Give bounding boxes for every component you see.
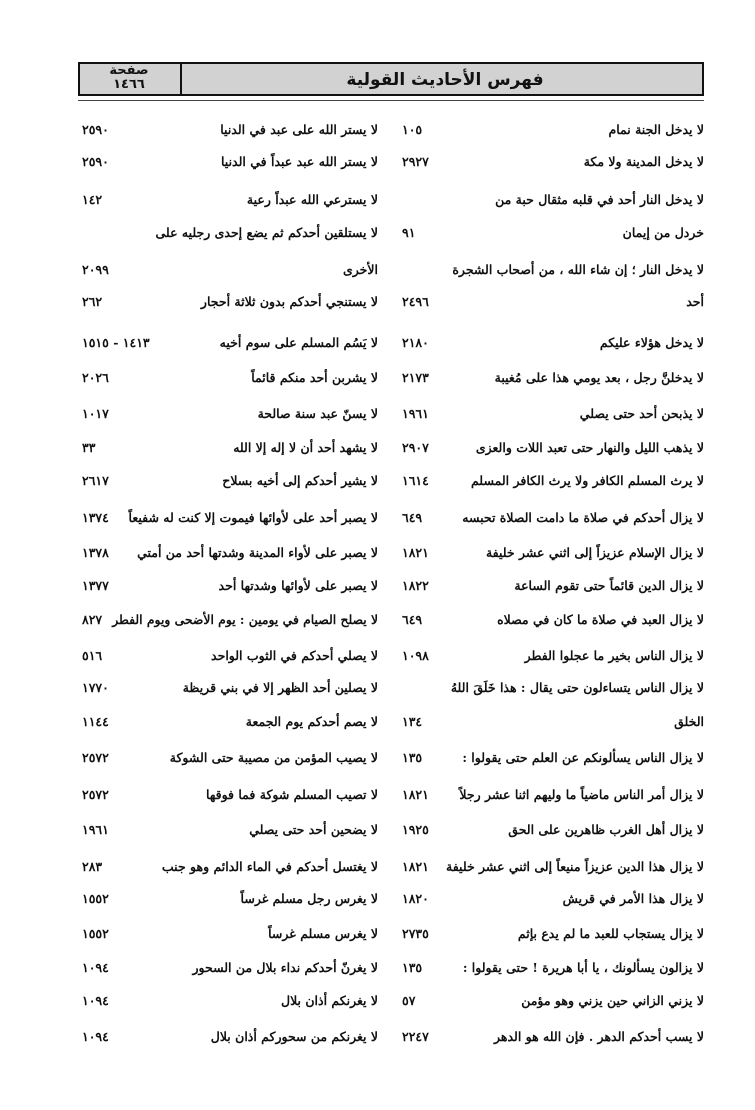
- index-entry: [402, 469, 704, 493]
- entry-page-ref: ٢٠٩٩: [82, 262, 109, 277]
- index-entry: [78, 783, 378, 807]
- entry-text: لا يغرنكم من سحوركم أذان بلال: [210, 1029, 378, 1044]
- entry-page-ref: ١٠١٧: [82, 406, 109, 421]
- entry-page-ref: ٥٧: [402, 993, 416, 1008]
- entry-page-ref: ١٣٧٧: [82, 578, 109, 593]
- entry-text: لا يزال هذا الأمر في قريش: [562, 891, 704, 906]
- entry-text: لا يصلين أحد الظهر إلا في بني قريظة: [182, 680, 378, 695]
- right-column: [402, 0, 704, 1110]
- index-entry: [402, 746, 704, 770]
- index-entry: [78, 290, 378, 314]
- entry-page-ref: ٥١٦: [82, 648, 103, 663]
- entry-text: لا يزال الناس يسألونكم عن العلم حتى يقولوا :: [462, 750, 704, 765]
- entry-text: الأخرى: [342, 262, 378, 277]
- entry-text: الخلق: [674, 714, 704, 729]
- index-entry: [402, 956, 704, 980]
- entry-page-ref: ١٠٩٤: [82, 960, 109, 975]
- index-entry: [402, 188, 704, 212]
- entry-text: لا يستلقين أحدكم ثم يضع إحدى رجليه على: [155, 225, 378, 240]
- entry-page-ref: ١٥٥٢: [82, 926, 109, 941]
- entry-text: لا يغتسل أحدكم في الماء الدائم وهو جنب: [161, 859, 378, 874]
- entry-text: لا يصم أحدكم يوم الجمعة: [245, 714, 378, 729]
- entry-page-ref: ١٣٤: [402, 714, 423, 729]
- index-entry: [78, 855, 378, 879]
- index-entry: [78, 818, 378, 842]
- entry-page-ref: ١٨٢١: [402, 787, 429, 802]
- page-number: ١٤٦٦: [113, 77, 145, 92]
- entry-page-ref: ١٩٢٥: [402, 822, 429, 837]
- entry-text: خردل من إيمان: [622, 225, 704, 240]
- entry-page-ref: ١١٤٤: [82, 714, 109, 729]
- entry-text: لا يدخل الجنة نمام: [608, 122, 704, 137]
- entry-text: لا يغرس مسلم غرساً: [268, 926, 378, 941]
- entry-page-ref: ١٤١٣ - ١٥١٥: [82, 335, 150, 350]
- entry-text: لا يزال الإسلام عزيزاً إلى اثني عشر خليفة: [485, 545, 704, 560]
- index-entry: [402, 258, 704, 282]
- index-entry: [78, 710, 378, 734]
- entry-page-ref: ١٦١٤: [402, 473, 429, 488]
- entry-text: لا يشير أحدكم إلى أخيه بسلاح: [222, 473, 378, 488]
- entry-text: لا يدخل النار ؛ إن شاء الله ، من أصحاب الشجرة: [452, 262, 704, 277]
- index-entry: [402, 1025, 704, 1049]
- index-entry: [78, 541, 378, 565]
- entry-page-ref: ٢٧٣٥: [402, 926, 429, 941]
- entry-page-ref: ١٠٩٨: [402, 648, 429, 663]
- entry-text: لا يستنجي أحدكم بدون ثلاثة أحجار: [200, 294, 378, 309]
- index-entry: [402, 887, 704, 911]
- index-entry: [78, 574, 378, 598]
- page-label: صفحة: [109, 63, 149, 78]
- entry-page-ref: ٢٦٢: [82, 294, 103, 309]
- index-entry: [402, 783, 704, 807]
- index-entry: [402, 922, 704, 946]
- index-entry: [402, 366, 704, 390]
- entry-text: لا يَسُم المسلم على سوم أخيه: [219, 335, 378, 350]
- index-entry: [402, 331, 704, 355]
- entry-page-ref: ٢٩٠٧: [402, 440, 429, 455]
- entry-page-ref: ٢٥٧٢: [82, 787, 109, 802]
- entry-page-ref: ٨٢٧: [82, 612, 103, 627]
- index-entry: [78, 746, 378, 770]
- index-entry: [402, 855, 704, 879]
- index-entry: [78, 469, 378, 493]
- entry-text: لا يزال الناس يتساءلون حتى يقال : هذا خَلَقَ اللهُ: [450, 680, 704, 695]
- entry-text: لا يذبحن أحد حتى يصلي: [579, 406, 704, 421]
- entry-text: أحد: [686, 294, 704, 309]
- index-entry: [78, 436, 378, 460]
- entry-text: لا يستر الله على عبد في الدنيا: [220, 122, 378, 137]
- entry-page-ref: ١٩٦١: [82, 822, 109, 837]
- index-entry: [402, 221, 704, 245]
- entry-text: لا يدخلنَّ رجل ، بعد يومي هذا على مُغيبة: [494, 370, 704, 385]
- entry-page-ref: ١٣٥: [402, 750, 423, 765]
- entry-page-ref: ١٣٧٤: [82, 510, 109, 525]
- entry-page-ref: ٢٢٤٧: [402, 1029, 429, 1044]
- index-entry: [78, 956, 378, 980]
- entry-text: لا يزال العبد في صلاة ما كان في مصلاه: [497, 612, 704, 627]
- entry-text: لا يزال أحدكم في صلاة ما دامت الصلاة تحبسه: [462, 510, 704, 525]
- entry-page-ref: ٢١٨٠: [402, 335, 429, 350]
- entry-page-ref: ١٣٧٨: [82, 545, 109, 560]
- index-entry: [402, 290, 704, 314]
- entry-text: لا يزال أهل الغرب ظاهرين على الحق: [508, 822, 704, 837]
- entry-text: لا يصيب المؤمن من مصيبة حتى الشوكة: [169, 750, 378, 765]
- entry-text: لا يزال أمر الناس ماضياً ما وليهم اثنا عشر رجلاً: [459, 787, 704, 802]
- entry-text: لا يغرنّ أحدكم نداء بلال من السحور: [192, 960, 378, 975]
- index-entry: [78, 989, 378, 1013]
- entry-text: لا يرث المسلم الكافر ولا يرث الكافر المسلم: [470, 473, 704, 488]
- entry-text: لا يصبر على لأوائها وشدتها أحد: [218, 578, 378, 593]
- entry-text: لا يصلي أحدكم في الثوب الواحد: [211, 648, 378, 663]
- entry-page-ref: ٢٦١٧: [82, 473, 109, 488]
- entry-text: لا يغرس رجل مسلم غرساً: [240, 891, 378, 906]
- index-entry: [78, 221, 378, 245]
- entry-page-ref: ٩١: [402, 225, 416, 240]
- entry-text: لا يزال الناس بخير ما عجلوا الفطر: [524, 648, 704, 663]
- index-entry: [402, 574, 704, 598]
- entry-page-ref: ١٠٩٤: [82, 993, 109, 1008]
- entry-page-ref: ٢٨٣: [82, 859, 103, 874]
- index-entry: [78, 922, 378, 946]
- entry-page-ref: ٣٣: [82, 440, 96, 455]
- entry-page-ref: ١٤٢: [82, 192, 103, 207]
- entry-text: لا يزني الزاني حين يزني وهو مؤمن: [521, 993, 704, 1008]
- entry-page-ref: ١٥٥٢: [82, 891, 109, 906]
- index-entry: [402, 541, 704, 565]
- entry-text: لا يشربن أحد منكم قائماً: [251, 370, 378, 385]
- entry-page-ref: ١٨٢١: [402, 545, 429, 560]
- index-entry: [402, 818, 704, 842]
- entry-text: لا يزالون يسألونك ، يا أبا هريرة ! حتى يقولوا :: [462, 960, 704, 975]
- entry-page-ref: ٢٠٢٦: [82, 370, 109, 385]
- index-entry: [402, 608, 704, 632]
- entry-page-ref: ١٠٥: [402, 122, 423, 137]
- entry-page-ref: ٦٤٩: [402, 612, 423, 627]
- entry-text: لا يزال يستجاب للعبد ما لم يدع بإثم: [517, 926, 704, 941]
- index-entry: [78, 644, 378, 668]
- index-entry: [78, 676, 378, 700]
- page-title: فهرس الأحاديث القولية: [346, 70, 544, 90]
- index-entry: [78, 331, 378, 355]
- entry-text: لا يضحين أحد حتى يصلي: [249, 822, 378, 837]
- index-entry: [402, 676, 704, 700]
- entry-page-ref: ١٧٧٠: [82, 680, 109, 695]
- entry-page-ref: ٢١٧٣: [402, 370, 429, 385]
- entry-page-ref: ٢٤٩٦: [402, 294, 429, 309]
- index-entry: [78, 366, 378, 390]
- entry-text: لا يغرنكم أذان بلال: [280, 993, 378, 1008]
- index-entry: [402, 402, 704, 426]
- index-entry: [78, 258, 378, 282]
- entry-page-ref: ١٨٢٢: [402, 578, 429, 593]
- entry-text: لا يصبر على لأواء المدينة وشدتها أحد من أمتي: [137, 545, 378, 560]
- entry-text: لا يسنّ عبد سنة صالحة: [257, 406, 378, 421]
- index-entry: [402, 710, 704, 734]
- index-entry: [402, 150, 704, 174]
- entry-text: لا يدخل هؤلاء عليكم: [599, 335, 704, 350]
- entry-text: لا يزال الدين قائماً حتى تقوم الساعة: [514, 578, 704, 593]
- entry-text: لا يدخل المدينة ولا مكة: [583, 154, 704, 169]
- entry-text: لا يدخل النار أحد في قلبه مثقال حبة من: [495, 192, 704, 207]
- entry-text: لا يزال هذا الدين عزيزاً منيعاً إلى اثني عشر خليفة: [446, 859, 704, 874]
- index-entry: [402, 118, 704, 142]
- entry-page-ref: ٢٥٩٠: [82, 154, 109, 169]
- index-entry: [78, 887, 378, 911]
- index-entry: [402, 506, 704, 530]
- entry-page-ref: ١٣٥: [402, 960, 423, 975]
- index-entry: [78, 1025, 378, 1049]
- index-entry: [402, 436, 704, 460]
- index-entry: [78, 506, 378, 530]
- entry-text: لا يذهب الليل والنهار حتى تعبد اللات والعزى: [475, 440, 704, 455]
- entry-text: لا يستر الله عبد عبداً في الدنيا: [220, 154, 378, 169]
- entry-text: لا يسب أحدكم الدهر . فإن الله هو الدهر: [493, 1029, 704, 1044]
- index-entry: [78, 150, 378, 174]
- entry-page-ref: ١٠٩٤: [82, 1029, 109, 1044]
- entry-page-ref: ٢٩٢٧: [402, 154, 429, 169]
- entry-text: لا يصلح الصيام في يومين : يوم الأضحى ويوم الفطر: [112, 612, 378, 627]
- left-column: [78, 0, 378, 1110]
- index-entry: [402, 644, 704, 668]
- index-entry: [78, 608, 378, 632]
- entry-text: لا يشهد أحد أن لا إله إلا الله: [233, 440, 378, 455]
- entry-page-ref: ١٨٢١: [402, 859, 429, 874]
- entry-page-ref: ٢٥٩٠: [82, 122, 109, 137]
- entry-text: لا تصيب المسلم شوكة فما فوقها: [206, 787, 378, 802]
- index-entry: [402, 989, 704, 1013]
- index-entry: [78, 118, 378, 142]
- entry-page-ref: ٢٥٧٢: [82, 750, 109, 765]
- index-entry: [78, 402, 378, 426]
- entry-text: لا يصبر أحد على لأوائها فيموت إلا كنت له شفيعاً: [128, 510, 378, 525]
- entry-page-ref: ١٨٢٠: [402, 891, 429, 906]
- entry-page-ref: ١٩٦١: [402, 406, 429, 421]
- entry-page-ref: ٦٤٩: [402, 510, 423, 525]
- index-entry: [78, 188, 378, 212]
- entry-text: لا يسترعي الله عبداً رعية: [246, 192, 378, 207]
